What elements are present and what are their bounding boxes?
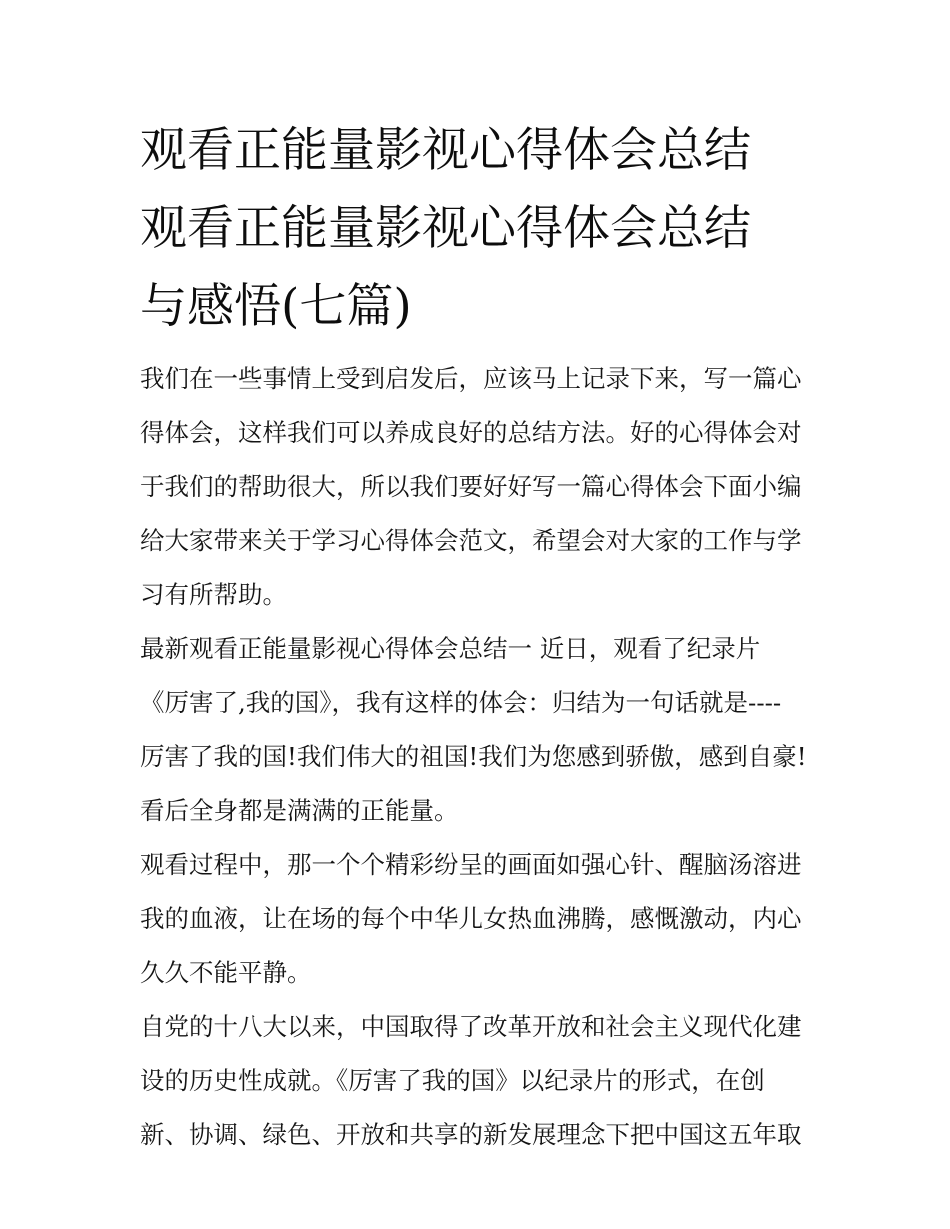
title-line: 观看正能量影视心得体会总结 xyxy=(140,201,751,256)
document-body xyxy=(140,352,820,1162)
text-line: 《厉害了,我的国》，我有这样的体会：归结为一句话就是---- xyxy=(140,688,782,717)
text-line: 于我们的帮助很大，所以我们要好好写一篇心得体会下面小编 xyxy=(140,472,802,501)
text-line: 设的历史性成就。《厉害了我的国》以纪录片的形式，在创 xyxy=(140,1066,765,1095)
text-line: 我的血液，让在场的每个中华儿女热血沸腾，感慨激动，内心 xyxy=(140,904,802,933)
text-line: 观看过程中，那一个个精彩纷呈的画面如强心针、醒脑汤溶进 xyxy=(140,850,802,879)
text-line: 久久不能平静。 xyxy=(140,958,312,987)
text-line: 自党的十八大以来，中国取得了改革开放和社会主义现代化建 xyxy=(140,1012,802,1041)
viewing-paragraph xyxy=(140,838,820,1000)
essay-one-opening-paragraph xyxy=(140,622,820,838)
document-title xyxy=(140,112,820,346)
text-line: 最新观看正能量影视心得体会总结一 近日，观看了纪录片 xyxy=(140,634,761,663)
intro-paragraph xyxy=(140,352,820,622)
text-line: 我们在一些事情上受到启发后，应该马上记录下来，写一篇心 xyxy=(140,364,802,393)
text-line: 看后全身都是满满的正能量。 xyxy=(140,796,459,825)
text-line: 给大家带来关于学习心得体会范文，希望会对大家的工作与学 xyxy=(140,526,802,555)
achievements-paragraph xyxy=(140,1000,820,1162)
text-line: 新、协调、绿色、开放和共享的新发展理念下把中国这五年取 xyxy=(140,1120,802,1149)
title-line: 与感悟(七篇) xyxy=(140,279,412,334)
title-line: 观看正能量影视心得体会总结 xyxy=(140,123,751,178)
text-line: 厉害了我的国!我们伟大的祖国!我们为您感到骄傲，感到自豪! xyxy=(140,742,807,771)
text-line: 得体会，这样我们可以养成良好的总结方法。好的心得体会对 xyxy=(140,418,802,447)
text-line: 习有所帮助。 xyxy=(140,580,287,609)
